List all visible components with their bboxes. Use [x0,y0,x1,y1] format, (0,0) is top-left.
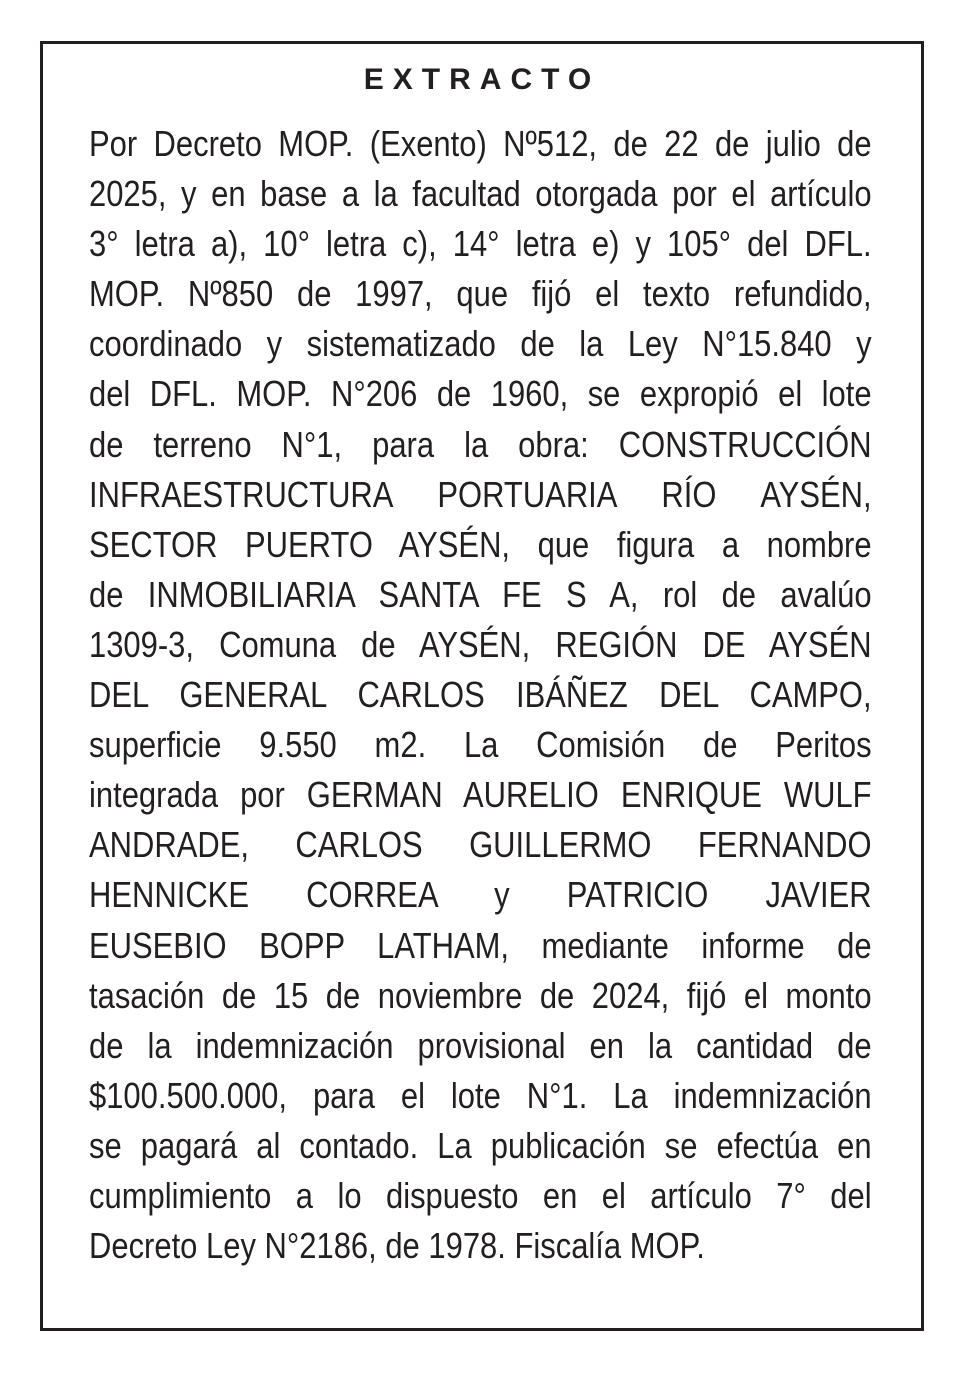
notice-line: coordinado y sistematizado de la Ley N°15.840 y [89,323,872,365]
notice-line: ANDRADE, CARLOS GUILLERMO FERNANDO [89,824,872,866]
notice-line: $100.500.000, para el lote N°1. La indemnización [89,1074,872,1116]
notice-line: Por Decreto MOP. (Exento) Nº512, de 22 de julio de [89,123,872,164]
notice-line: SECTOR PUERTO AYSÉN, que figura a nombre [89,523,872,565]
notice-line: integrada por GERMAN AURELIO ENRIQUE WULF [89,774,872,816]
notice-line: cumplimiento a lo dispuesto en el artículo 7° del [89,1174,872,1216]
notice-title: EXTRACTO [363,63,601,96]
notice-line: 3° letra a), 10° letra c), 14° letra e) y 105° del DFL. [89,223,872,265]
notice-line: del DFL. MOP. N°206 de 1960, se expropió el lote [89,373,872,415]
notice-line: de terreno N°1, para la obra: CONSTRUCCIÓN [89,423,872,465]
notice-line: tasación de 15 de noviembre de 2024, fijó el monto [89,974,872,1016]
notice-body [89,119,872,1271]
notice-line: se pagará al contado. La publicación se efectúa en [89,1124,872,1166]
notice-line: DEL GENERAL CARLOS IBÁÑEZ DEL CAMPO, [89,674,872,716]
notice-line: Decreto Ley N°2186, de 1978. Fiscalía MOP. [89,1225,705,1267]
notice-line: INFRAESTRUCTURA PORTUARIA RÍO AYSÉN, [89,473,872,515]
notice-line: de INMOBILIARIA SANTA FE S A, rol de avalúo [89,573,872,615]
notice-line: HENNICKE CORREA y PATRICIO JAVIER [89,874,872,916]
notice-line: superficie 9.550 m2. La Comisión de Peritos [89,724,872,766]
notice-line: 2025, y en base a la facultad otorgada por el artículo [89,173,872,215]
notice-line: 1309-3, Comuna de AYSÉN, REGIÓN DE AYSÉN [89,623,872,665]
notice-line: de la indemnización provisional en la cantidad de [89,1024,872,1066]
notice-line: MOP. Nº850 de 1997, que fijó el texto refundido, [89,273,872,315]
notice-line: EUSEBIO BOPP LATHAM, mediante informe de [89,924,872,966]
